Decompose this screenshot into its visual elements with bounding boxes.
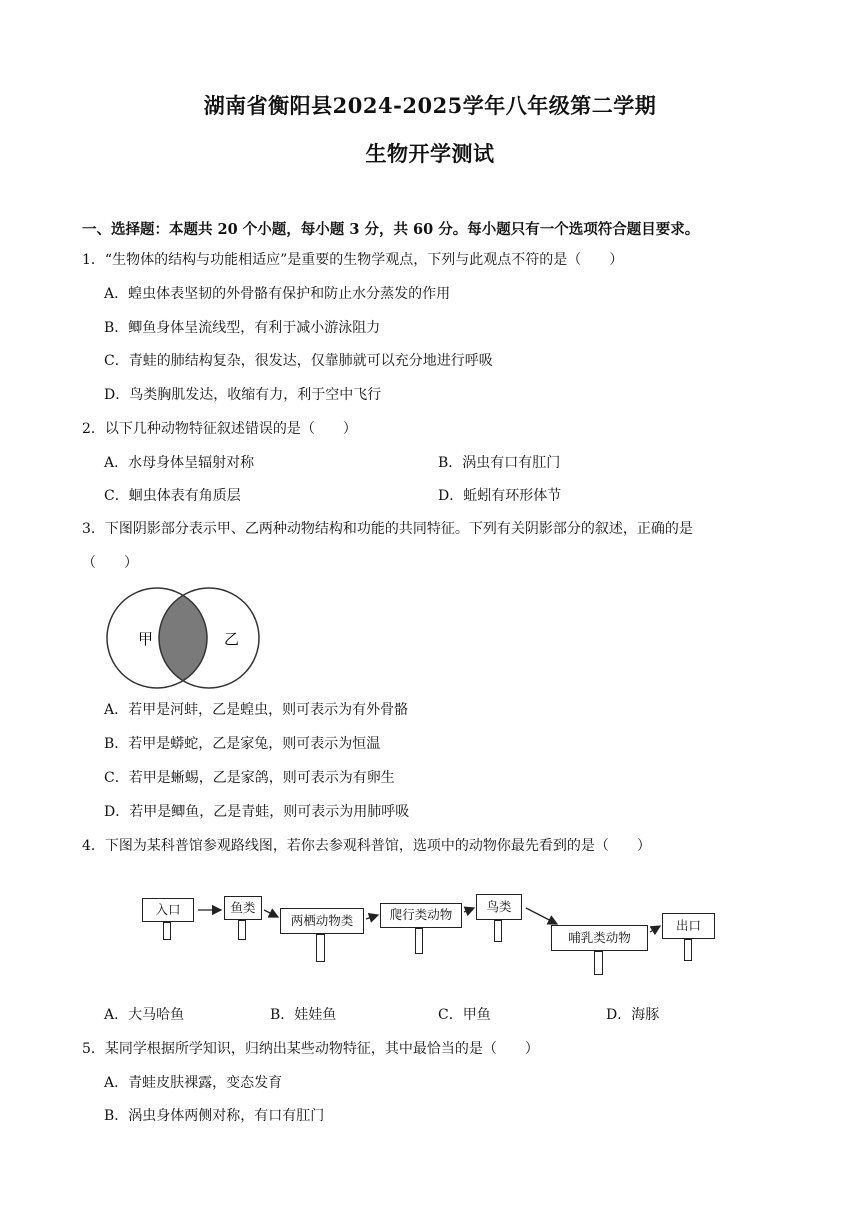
question-1-option-b: B．鲫鱼身体呈流线型，有利于减小游泳阻力 — [104, 320, 381, 336]
question-2-stem: 2．以下几种动物特征叙述错误的是（ ） — [82, 421, 357, 437]
route-sign-label: 爬行类动物 — [380, 903, 462, 928]
question-3-option-d: D．若甲是鲫鱼，乙是青蛙，则可表示为用肺呼吸 — [104, 804, 410, 820]
arrow-3 — [366, 915, 378, 919]
venn-diagram — [100, 582, 270, 694]
question-4-option-d: D．海豚 — [606, 1007, 660, 1023]
question-4-stem: 4．下图为某科普馆参观路线图，若你去参观科普馆，选项中的动物你最先看到的是（ ） — [82, 838, 651, 854]
question-2-option-c: C．蛔虫体表有角质层 — [104, 488, 241, 504]
question-1-option-d: D．鸟类胸肌发达，收缩有力，利于空中飞行 — [104, 387, 382, 403]
question-5-stem: 5．某同学根据所学知识，归纳出某些动物特征，其中最恰当的是（ ） — [82, 1041, 539, 1057]
question-4-option-a: A．大马哈鱼 — [104, 1007, 185, 1023]
arrow-5 — [526, 908, 557, 924]
question-1-stem: 1．“生物体的结构与功能相适应”是重要的生物学观点，下列与此观点不符的是（ ） — [82, 252, 624, 268]
exam-title-line1: 湖南省衡阳县2024-2025学年八年级第二学期 — [203, 93, 657, 118]
route-sign-label: 入口 — [142, 898, 194, 922]
question-2-option-b: B．涡虫有口有肛门 — [438, 455, 561, 471]
question-1-option-a: A．蝗虫体表坚韧的外骨骼有保护和防止水分蒸发的作用 — [104, 286, 451, 302]
route-sign-label: 两栖动物类 — [280, 908, 364, 934]
venn-left-label: 甲 — [138, 630, 154, 648]
route-sign-label: 出口 — [662, 913, 715, 939]
route-sign-label: 哺乳类动物 — [551, 925, 648, 951]
route-sign-label: 鱼类 — [224, 896, 262, 920]
question-5-option-a: A．青蛙皮肤裸露，变态发育 — [104, 1075, 283, 1091]
question-3-option-a: A．若甲是河蚌，乙是蝗虫，则可表示为有外骨骼 — [104, 702, 409, 718]
question-2-option-d: D．蚯蚓有环形体节 — [438, 488, 562, 504]
question-3-stem: 3．下图阴影部分表示甲、乙两种动物结构和功能的共同特征。下列有关阴影部分的叙述，正确的是 — [82, 521, 693, 537]
arrow-4 — [464, 908, 474, 912]
question-3-option-c: C．若甲是蜥蜴，乙是家鸽，则可表示为有卵生 — [104, 770, 395, 786]
question-5-option-b: B．涡虫身体两侧对称，有口有肛门 — [104, 1108, 325, 1124]
arrow-2 — [264, 910, 278, 917]
question-3-stem-continued: （ ） — [82, 555, 138, 571]
question-1-option-c: C．青蛙的肺结构复杂，很发达，仅靠肺就可以充分地进行呼吸 — [104, 353, 493, 369]
question-3-option-b: B．若甲是蟒蛇，乙是家兔，则可表示为恒温 — [104, 736, 381, 752]
exam-title-line2: 生物开学测试 — [365, 141, 495, 166]
question-2-option-a: A．水母身体呈辐射对称 — [104, 455, 255, 471]
question-4-option-b: B．娃娃鱼 — [270, 1007, 337, 1023]
section-heading: 一、选择题：本题共 20 个小题，每小题 3 分，共 60 分。每小题只有一个选项符合题目要求。 — [82, 221, 700, 238]
route-sign-label: 鸟类 — [476, 894, 522, 920]
venn-right-label: 乙 — [224, 630, 240, 648]
question-4-option-c: C．甲鱼 — [438, 1007, 491, 1023]
arrow-6 — [650, 926, 660, 932]
route-arrows — [0, 880, 860, 960]
